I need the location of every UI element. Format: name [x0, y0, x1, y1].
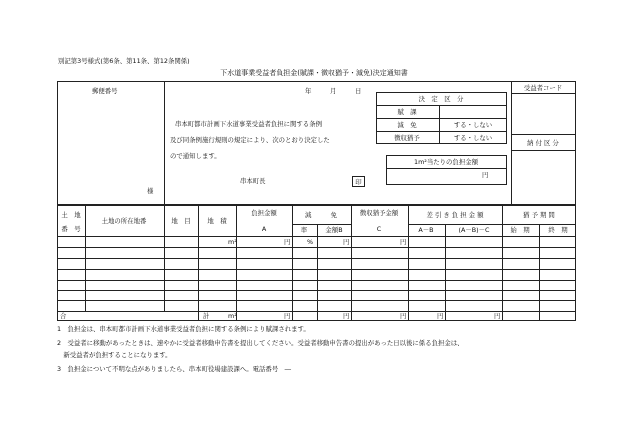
unit-charge-label: 1m²当たりの負担金額 — [414, 158, 478, 166]
col-net-abc: (A－B)－C — [458, 226, 490, 234]
col-land-no-2: 番 号 — [61, 225, 81, 233]
total-label-2: 計 — [203, 312, 210, 320]
col-net: 差 引 き 負 担 金 額 — [426, 211, 484, 219]
col-location: 土地の所在地番 — [101, 217, 147, 225]
seal-mark: 印 — [352, 176, 365, 187]
total-unit-yen-c: 円 — [400, 312, 407, 320]
col-area: 地 積 — [207, 217, 227, 225]
col-rate: 率 — [300, 226, 308, 234]
date-year: 年 — [305, 87, 312, 95]
total-unit-sqm: m² — [228, 312, 237, 320]
decision-value-yuyo: する・しない — [453, 134, 493, 142]
col-chimoku: 地 目 — [171, 217, 191, 225]
unit-pct: % — [307, 238, 314, 246]
total-unit-yen-a: 円 — [284, 312, 291, 320]
unit-yen-b: 円 — [343, 238, 350, 246]
decision-header: 決 定 区 分 — [418, 95, 464, 103]
total-label-1: 合 — [60, 312, 67, 320]
form-reference: 別記第3号様式(第6条、第11条、第12条関係) — [58, 57, 190, 65]
col-amount-b: 金額B — [325, 226, 343, 234]
total-unit-yen-b: 円 — [343, 312, 350, 320]
date-day: 日 — [355, 87, 362, 95]
col-start: 始 期 — [510, 226, 530, 234]
payment-class-label: 納 付 区 分 — [527, 139, 559, 147]
date-month: 月 — [330, 87, 337, 95]
beneficiary-code-label: 受益者コード — [523, 84, 563, 92]
col-grace: 猶 予 期 間 — [523, 211, 555, 219]
footnote-1: 1 負担金は、串本町都市計画下水道事業受益者負担に関する条例により賦課されます。 — [57, 325, 310, 333]
decision-value-genmen: する・しない — [453, 121, 493, 129]
col-amount-a: A — [261, 225, 267, 233]
unit-yen-a: 円 — [284, 238, 291, 246]
decision-label-fuka: 賦 課 — [397, 108, 417, 116]
notice-body-line1: 串本町都市計画下水道事業受益者負担に関する条例 — [175, 120, 322, 128]
col-land-no-1: 土 地 — [61, 211, 81, 219]
honorific-sama: 様 — [147, 187, 154, 195]
col-end: 終 期 — [548, 226, 568, 234]
col-deferral-c: C — [376, 225, 382, 233]
col-net-ab: A－B — [418, 226, 434, 234]
col-deferral: 徴収猶予金額 — [359, 209, 399, 217]
total-unit-yen-abc: 円 — [494, 312, 501, 320]
decision-label-genmen: 減 免 — [397, 121, 417, 129]
col-amount: 負担金額 — [251, 209, 277, 217]
notice-body-line2: 及び同条例施行規則の規定により、次のとおり決定した — [170, 136, 330, 144]
decision-label-yuyo: 徴収猶予 — [394, 134, 420, 142]
footnote-2: 2 受益者に移動があったときは、速やかに受益者移動申告書を提出してください。受益者移動申告書の提出があった日以後に係る負担金は、 — [57, 339, 464, 347]
unit-yen-c: 円 — [400, 238, 407, 246]
unit-sqm: m² — [228, 238, 237, 246]
col-exemption: 減 免 — [305, 211, 337, 219]
total-unit-yen-ab: 円 — [437, 312, 444, 320]
postal-code-label: 郵便番号 — [92, 87, 118, 95]
document-title: 下水道事業受益者負担金(賦課・徴収猶予・減免)決定通知書 — [220, 69, 408, 77]
footnote-2-cont: 新受益者が負担することになります。 — [57, 351, 172, 359]
mayor-title: 串本町長 — [240, 177, 266, 185]
notice-body-line3: ので通知します。 — [170, 152, 221, 160]
unit-charge-yen: 円 — [482, 171, 489, 179]
footnote-3: 3 負担金について不明な点がありましたら、串本町役場建設課へ。電話番号 ― — [57, 365, 291, 373]
